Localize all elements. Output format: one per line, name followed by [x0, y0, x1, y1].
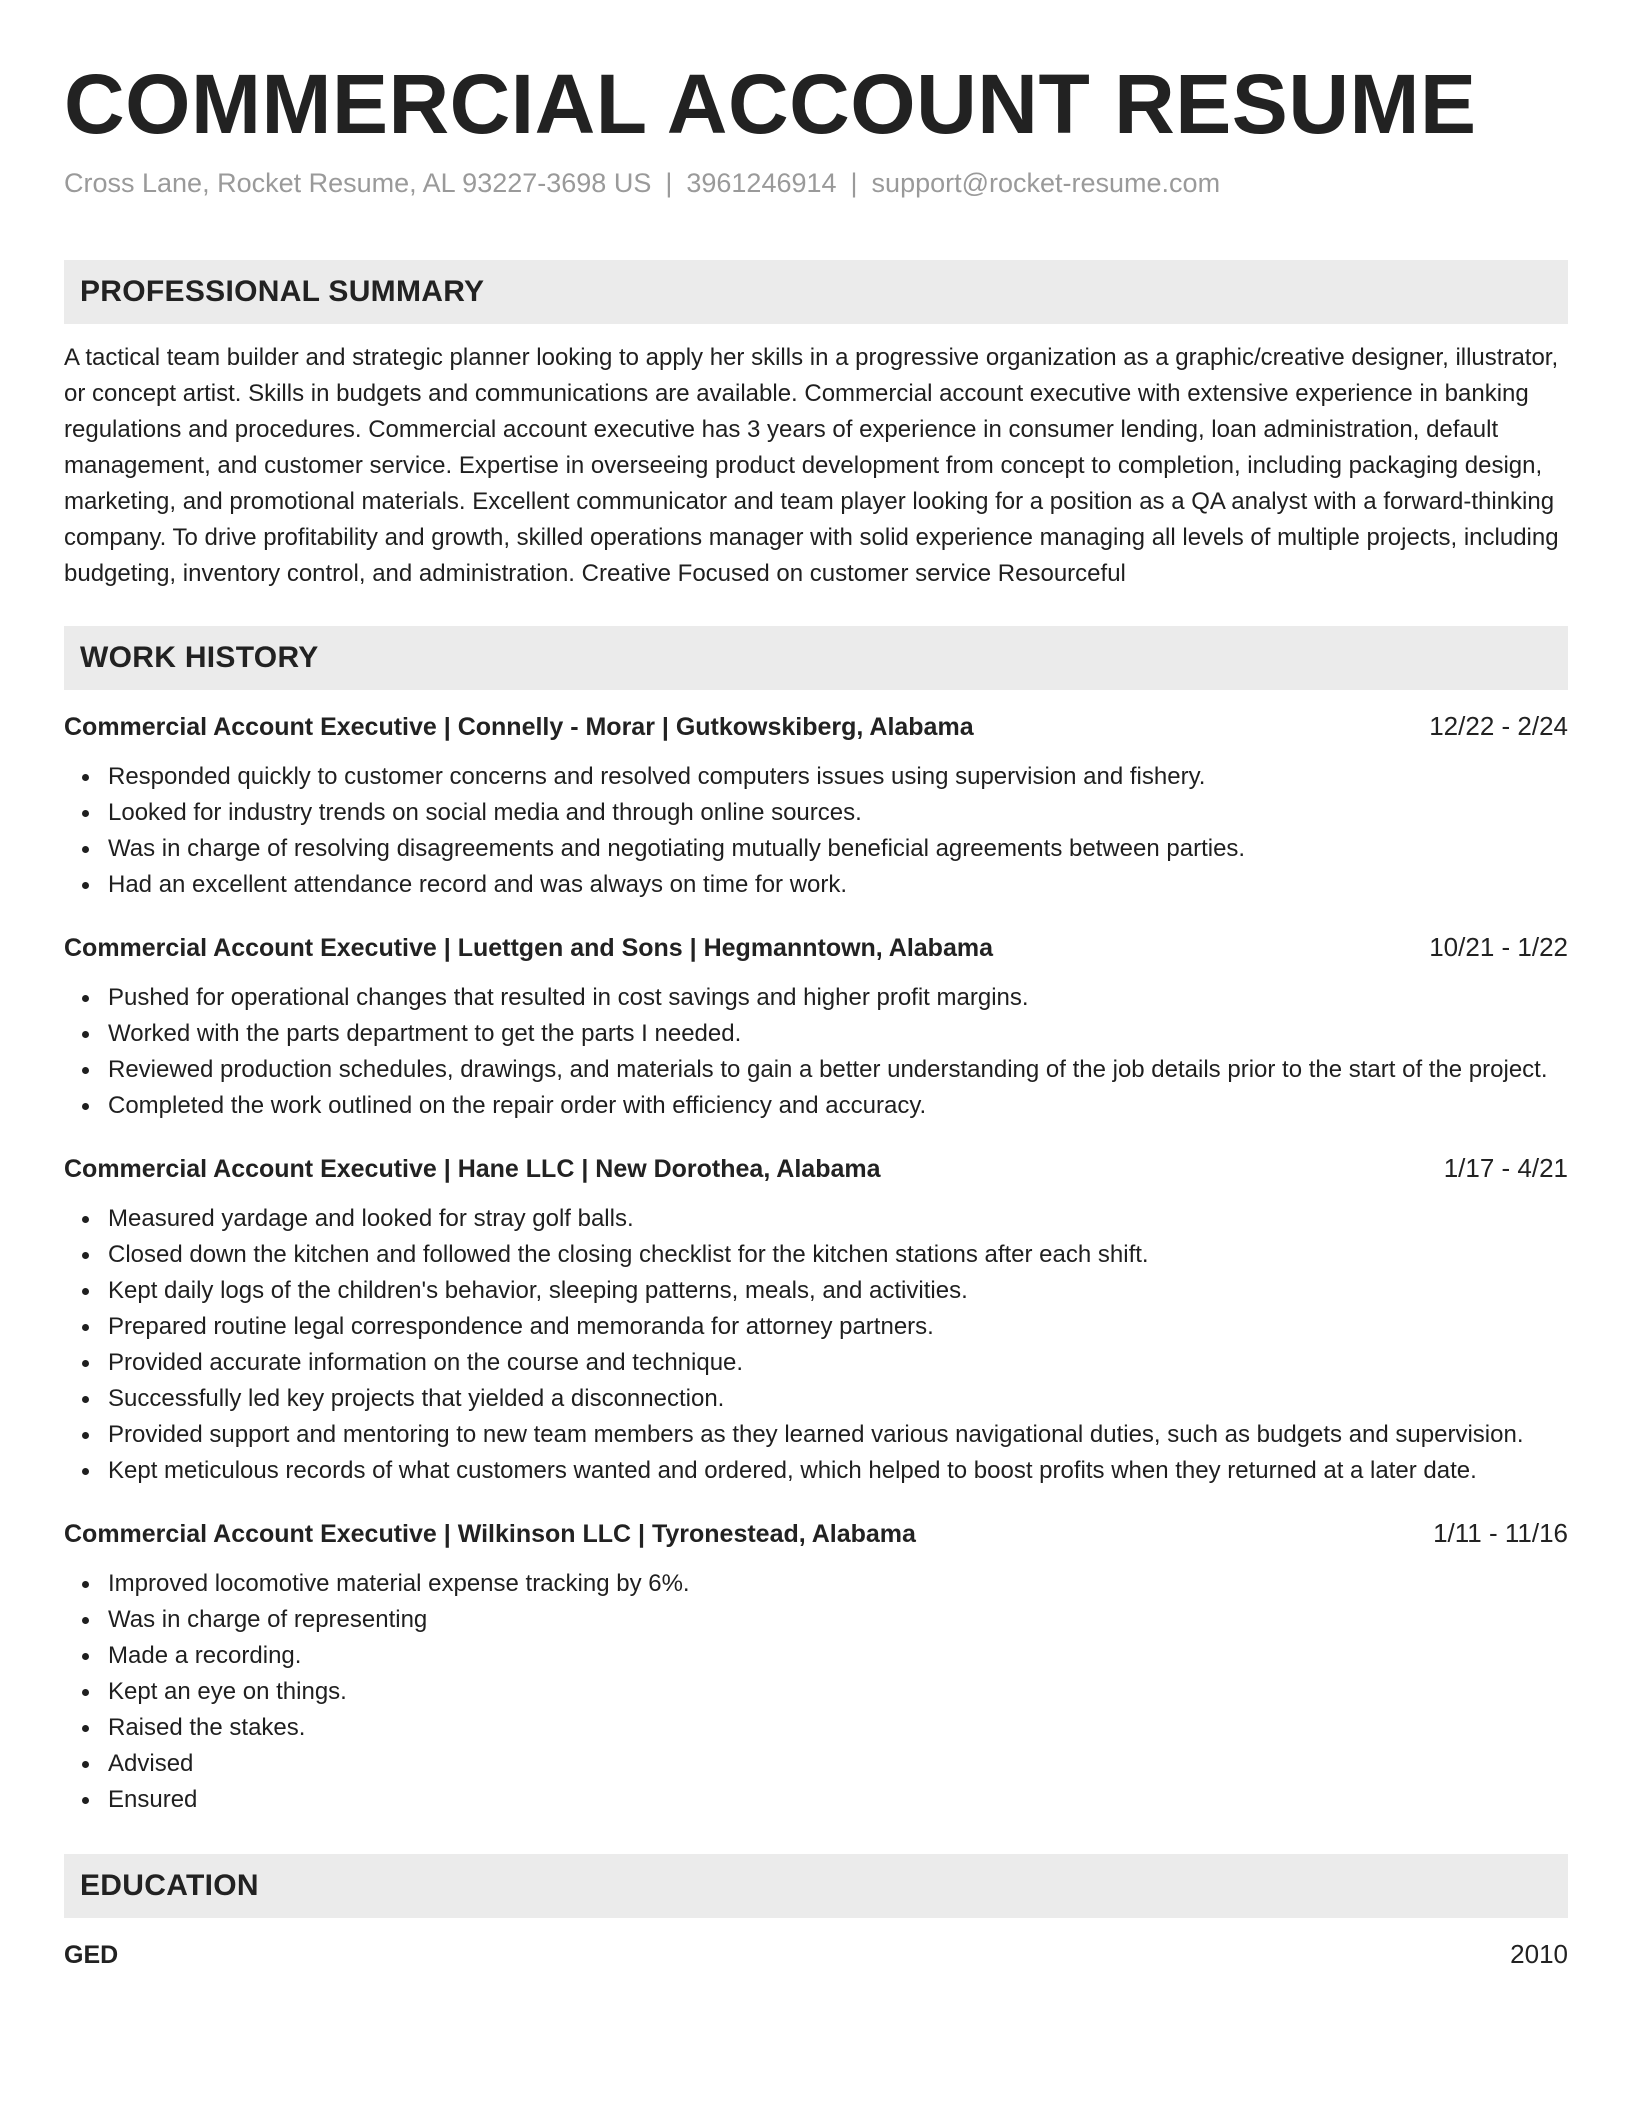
job-bullets	[64, 1201, 1568, 1489]
bullet-item	[64, 1566, 1568, 1602]
bullet-text: Worked with the parts department to get the parts I needed.	[108, 1020, 742, 1047]
contact-email: support@rocket-resume.com	[871, 168, 1221, 198]
bullet-dot-icon	[82, 1468, 89, 1475]
job-dates: 1/17 - 4/21	[1443, 1153, 1568, 1183]
bullet-dot-icon	[82, 1216, 89, 1223]
job-header	[64, 1150, 1568, 1187]
section-heading-education: EDUCATION	[64, 1854, 1568, 1918]
education-degree: GED	[64, 1941, 119, 1969]
education-entry	[64, 1936, 1568, 1973]
job-entry	[64, 1515, 1568, 1818]
bullet-item	[64, 795, 1568, 831]
job-bullets	[64, 980, 1568, 1124]
bullet-dot-icon	[82, 1067, 89, 1074]
bullet-text: Raised the stakes.	[108, 1714, 306, 1741]
bullet-text: Completed the work outlined on the repair order with efficiency and accuracy.	[108, 1092, 927, 1119]
job-dates: 10/21 - 1/22	[1429, 932, 1568, 962]
bullet-item	[64, 1237, 1568, 1273]
bullet-item	[64, 1638, 1568, 1674]
bullet-text: Kept an eye on things.	[108, 1678, 347, 1705]
bullet-text: Provided support and mentoring to new team members as they learned various navigational duties, such as budgets and supervision.	[108, 1421, 1524, 1448]
job-entry	[64, 929, 1568, 1124]
bullet-dot-icon	[82, 1653, 89, 1660]
job-entry	[64, 708, 1568, 903]
job-bullets	[64, 1566, 1568, 1818]
job-title: Commercial Account Executive | Wilkinson LLC | Tyronestead, Alabama	[64, 1520, 916, 1548]
bullet-dot-icon	[82, 810, 89, 817]
bullet-text: Had an excellent attendance record and was always on time for work.	[108, 871, 848, 898]
bullet-text: Kept daily logs of the children's behavior, sleeping patterns, meals, and activities.	[108, 1277, 968, 1304]
bullet-dot-icon	[82, 846, 89, 853]
bullet-dot-icon	[82, 1288, 89, 1295]
bullet-dot-icon	[82, 1761, 89, 1768]
bullet-item	[64, 759, 1568, 795]
job-dates: 1/11 - 11/16	[1433, 1518, 1568, 1548]
section-heading-summary: PROFESSIONAL SUMMARY	[64, 260, 1568, 324]
bullet-dot-icon	[82, 1396, 89, 1403]
bullet-dot-icon	[82, 1432, 89, 1439]
bullet-text: Made a recording.	[108, 1642, 302, 1669]
bullet-dot-icon	[82, 1031, 89, 1038]
bullet-item	[64, 1710, 1568, 1746]
education-year: 2010	[1510, 1939, 1568, 1969]
bullet-dot-icon	[82, 1581, 89, 1588]
contact-address: Cross Lane, Rocket Resume, AL 93227-3698 US	[64, 168, 652, 198]
bullet-item	[64, 1453, 1568, 1489]
bullet-dot-icon	[82, 1324, 89, 1331]
bullet-dot-icon	[82, 774, 89, 781]
job-header	[64, 929, 1568, 966]
bullet-text: Reviewed production schedules, drawings, and materials to gain a better understanding of the job details prior to the start of the project.	[108, 1056, 1548, 1083]
bullet-dot-icon	[82, 882, 89, 889]
bullet-dot-icon	[82, 1689, 89, 1696]
bullet-item	[64, 1309, 1568, 1345]
bullet-item	[64, 1016, 1568, 1052]
section-heading-work-history: WORK HISTORY	[64, 626, 1568, 690]
bullet-item	[64, 831, 1568, 867]
bullet-text: Was in charge of resolving disagreements and negotiating mutually beneficial agreements between parties.	[108, 835, 1246, 862]
education-section	[64, 1854, 1568, 1973]
job-bullets	[64, 759, 1568, 903]
bullet-text: Measured yardage and looked for stray golf balls.	[108, 1205, 634, 1232]
bullet-text: Prepared routine legal correspondence and memoranda for attorney partners.	[108, 1313, 934, 1340]
job-header	[64, 1515, 1568, 1552]
bullet-item	[64, 1201, 1568, 1237]
bullet-item	[64, 1417, 1568, 1453]
job-title: Commercial Account Executive | Hane LLC | New Dorothea, Alabama	[64, 1155, 881, 1183]
jobs-list	[64, 708, 1568, 1818]
bullet-item	[64, 1345, 1568, 1381]
bullet-item	[64, 1746, 1568, 1782]
contact-phone: 3961246914	[686, 168, 837, 198]
contact-separator: |	[665, 168, 673, 198]
bullet-item	[64, 1273, 1568, 1309]
bullet-item	[64, 1602, 1568, 1638]
bullet-text: Looked for industry trends on social media and through online sources.	[108, 799, 862, 826]
bullet-text: Was in charge of representing	[108, 1606, 428, 1633]
job-title: Commercial Account Executive | Luettgen and Sons | Hegmanntown, Alabama	[64, 934, 993, 962]
bullet-text: Responded quickly to customer concerns and resolved computers issues using supervision and fishery.	[108, 763, 1206, 790]
job-entry	[64, 1150, 1568, 1489]
bullet-item	[64, 1088, 1568, 1124]
bullet-dot-icon	[82, 1360, 89, 1367]
bullet-text: Pushed for operational changes that resulted in cost savings and higher profit margins.	[108, 984, 1029, 1011]
contact-line	[64, 166, 1568, 200]
bullet-text: Improved locomotive material expense tracking by 6%.	[108, 1570, 690, 1597]
bullet-dot-icon	[82, 1797, 89, 1804]
bullet-item	[64, 980, 1568, 1016]
contact-separator: |	[850, 168, 858, 198]
job-dates: 12/22 - 2/24	[1429, 711, 1568, 741]
resume-title: COMMERCIAL ACCOUNT RESUME	[64, 57, 1477, 151]
bullet-dot-icon	[82, 1103, 89, 1110]
bullet-item	[64, 1381, 1568, 1417]
bullet-dot-icon	[82, 995, 89, 1002]
summary-text: A tactical team builder and strategic planner looking to apply her skills in a progressive organization as a graphic/creative designer, illustrator, or concept artist. Skills in budgets and communications are available. Commercial account executive with extensive experience in banking regulations and procedures. Commercial account executive has 3 years of experience in consumer lending, loan administration, default management, and customer service. Expertise in overseeing product development from concept to completion, including packaging design, marketing, and promotional materials. Excellent communicator and team player looking for a position as a QA analyst with a forward-thinking company. To drive profitability and growth, skilled operations manager with solid experience managing all levels of multiple projects, including budgeting, inventory control, and administration. Creative Focused on customer service Resourceful	[64, 344, 1559, 587]
bullet-item	[64, 867, 1568, 903]
bullet-text: Kept meticulous records of what customers wanted and ordered, which helped to boost profits when they returned at a later date.	[108, 1457, 1477, 1484]
bullet-text: Successfully led key projects that yielded a disconnection.	[108, 1385, 725, 1412]
job-header	[64, 708, 1568, 745]
job-title: Commercial Account Executive | Connelly - Morar | Gutkowskiberg, Alabama	[64, 713, 974, 741]
bullet-text: Advised	[108, 1750, 194, 1777]
professional-summary-section	[64, 260, 1568, 592]
bullet-item	[64, 1052, 1568, 1088]
bullet-item	[64, 1782, 1568, 1818]
bullet-dot-icon	[82, 1617, 89, 1624]
bullet-dot-icon	[82, 1252, 89, 1259]
bullet-text: Provided accurate information on the course and technique.	[108, 1349, 744, 1376]
bullet-dot-icon	[82, 1725, 89, 1732]
work-history-section	[64, 626, 1568, 1818]
bullet-text: Closed down the kitchen and followed the closing checklist for the kitchen stations after each shift.	[108, 1241, 1149, 1268]
bullet-text: Ensured	[108, 1786, 198, 1813]
bullet-item	[64, 1674, 1568, 1710]
